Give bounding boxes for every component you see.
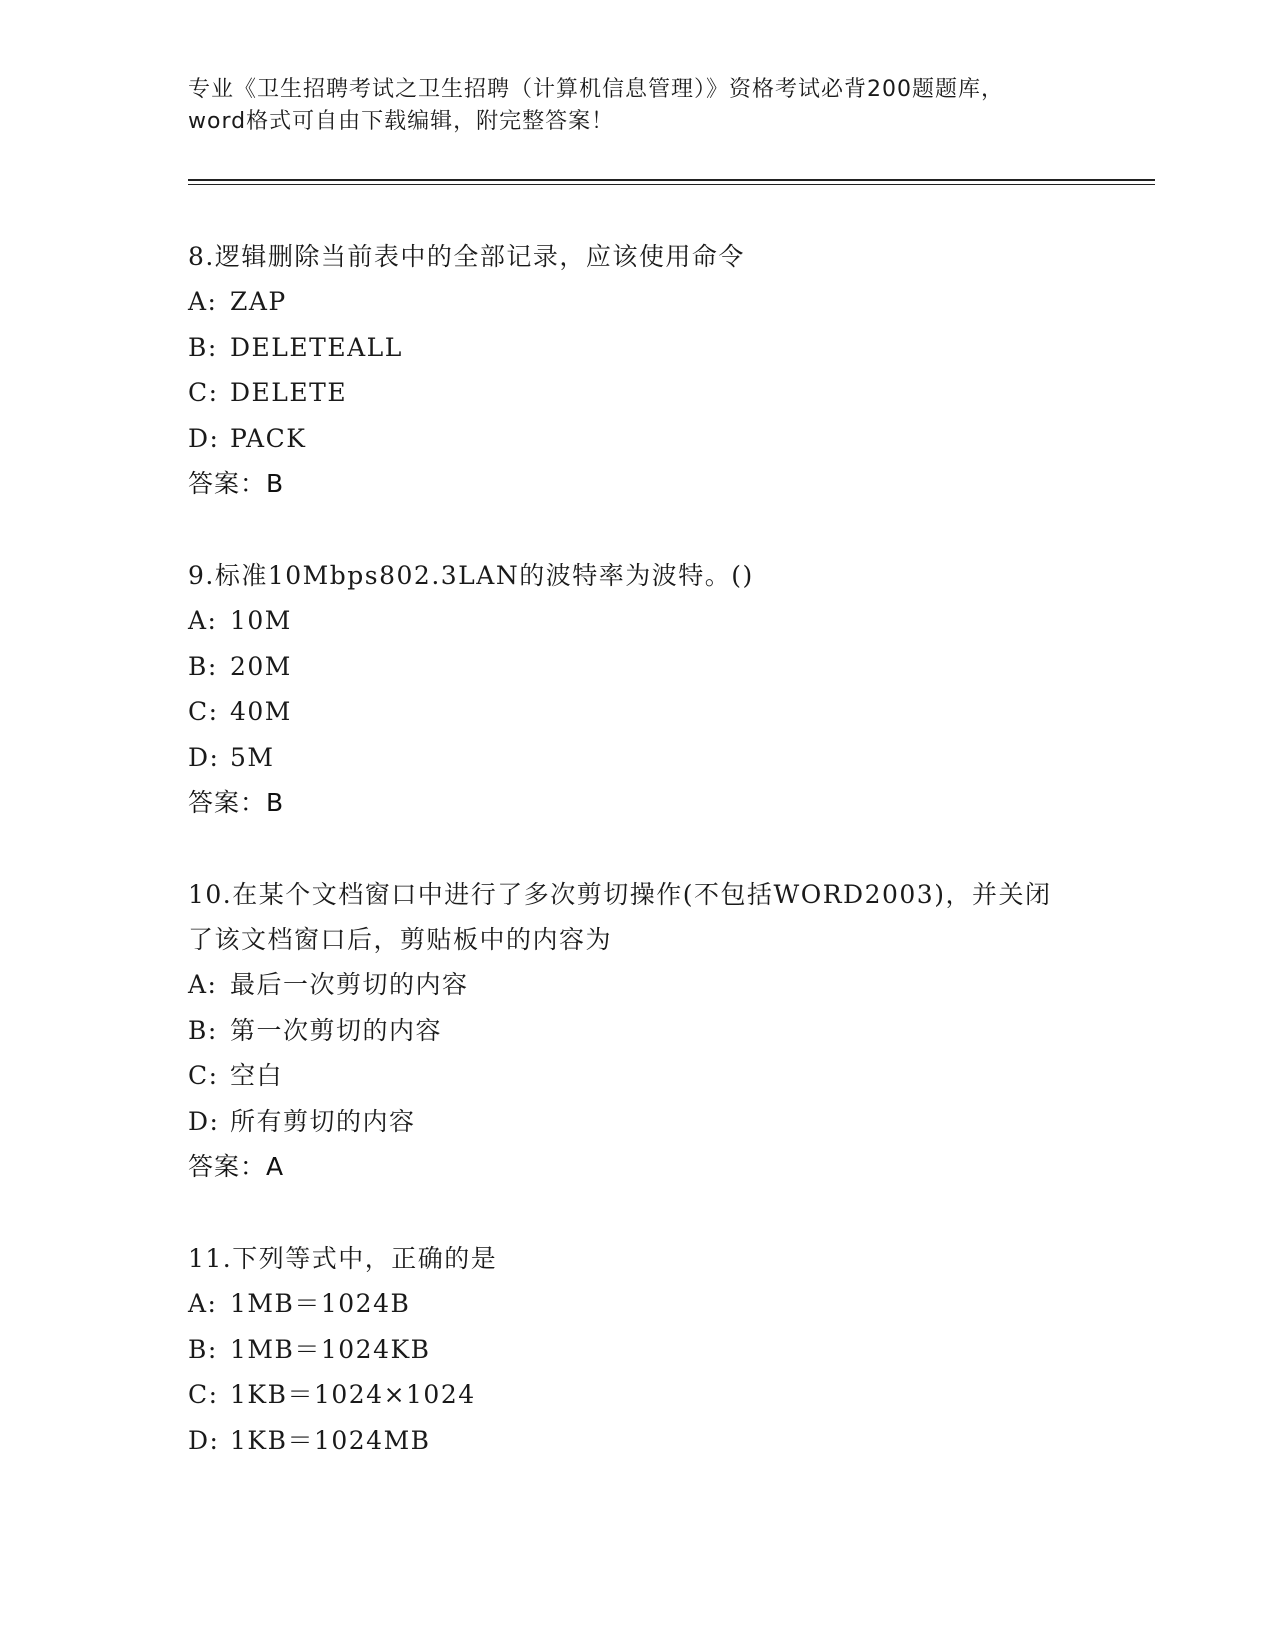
option-text: 空白 — [230, 1061, 284, 1090]
option-text: DELETEALL — [230, 332, 403, 362]
header-line-2: word格式可自由下载编辑，附完整答案！ — [188, 109, 615, 134]
option-text: 所有剪切的内容 — [230, 1106, 416, 1136]
option-letter: A: — [188, 970, 218, 999]
answer-value: A — [266, 1152, 285, 1181]
header-line-1: 专业《卫生招聘考试之卫生招聘（计算机信息管理）》资格考试必背200题题库， — [188, 77, 1004, 102]
option-text: 1KB＝1024MB — [230, 1425, 431, 1455]
question-stem-line: 8.逻辑删除当前表中的全部记录，应该使用命令 — [188, 242, 745, 271]
header-divider-thick — [188, 179, 1155, 181]
option-text: 1MB＝1024B — [230, 1289, 411, 1318]
option-letter: B: — [188, 651, 218, 681]
option-letter: D: — [188, 1425, 220, 1455]
question-block — [188, 234, 1128, 507]
option-letter: C: — [188, 1061, 219, 1090]
option-letter: B: — [188, 1334, 218, 1364]
answer-key — [188, 780, 1128, 826]
option-letter: D: — [188, 742, 220, 772]
answer-option — [188, 1008, 1128, 1054]
answer-option — [188, 1372, 1128, 1418]
question-stem-line: 11.下列等式中，正确的是 — [188, 1244, 498, 1273]
answer-option — [188, 370, 1128, 416]
answer-value: B — [266, 788, 285, 817]
answer-value: B — [266, 469, 285, 498]
answer-option — [188, 1281, 1128, 1327]
option-letter: C: — [188, 378, 219, 407]
option-text: 最后一次剪切的内容 — [230, 970, 469, 999]
question-stem-line: 了该文档窗口后，剪贴板中的内容为 — [188, 925, 613, 954]
option-letter: A: — [188, 606, 218, 635]
answer-option — [188, 735, 1128, 781]
answer-label: 答案： — [188, 1152, 267, 1181]
question-stem-line: 10.在某个文档窗口中进行了多次剪切操作(不包括WORD2003)，并关闭 — [188, 880, 1052, 909]
option-letter: D: — [188, 423, 220, 453]
option-text: DELETE — [230, 378, 348, 407]
answer-option — [188, 689, 1128, 735]
question-stem-line: 9.标准10Mbps802.3LAN的波特率为波特。() — [188, 561, 754, 590]
option-letter: A: — [188, 287, 218, 316]
option-text: 20M — [230, 651, 292, 681]
question-stem — [188, 553, 1128, 598]
answer-option — [188, 1053, 1128, 1099]
answer-label: 答案： — [188, 469, 267, 498]
answer-label: 答案： — [188, 788, 267, 817]
answer-option — [188, 598, 1128, 644]
option-letter: A: — [188, 1289, 218, 1318]
question-stem — [188, 234, 1128, 279]
option-letter: C: — [188, 1380, 219, 1409]
answer-option — [188, 416, 1128, 462]
option-text: 第一次剪切的内容 — [230, 1015, 443, 1045]
question-block — [188, 872, 1128, 1190]
option-letter: D: — [188, 1106, 220, 1136]
answer-key — [188, 461, 1128, 507]
header-divider-thin — [188, 184, 1155, 185]
option-text: ZAP — [230, 287, 287, 316]
answer-option — [188, 962, 1128, 1008]
answer-option — [188, 1099, 1128, 1145]
answer-option — [188, 1327, 1128, 1373]
answer-option — [188, 279, 1128, 325]
option-text: 10M — [230, 606, 292, 635]
option-letter: C: — [188, 697, 219, 726]
option-letter: B: — [188, 332, 218, 362]
question-block — [188, 553, 1128, 826]
question-block — [188, 1236, 1128, 1463]
option-text: 1KB＝1024×1024 — [230, 1380, 476, 1409]
option-text: 40M — [230, 697, 292, 726]
document-header — [188, 74, 1088, 138]
question-stem — [188, 872, 1128, 962]
answer-option — [188, 1418, 1128, 1464]
option-text: 5M — [230, 742, 275, 772]
option-text: 1MB＝1024KB — [230, 1334, 431, 1364]
answer-key — [188, 1144, 1128, 1190]
question-list — [188, 234, 1128, 1509]
option-text: PACK — [230, 423, 307, 453]
answer-option — [188, 325, 1128, 371]
answer-option — [188, 644, 1128, 690]
option-letter: B: — [188, 1015, 218, 1045]
question-stem — [188, 1236, 1128, 1281]
